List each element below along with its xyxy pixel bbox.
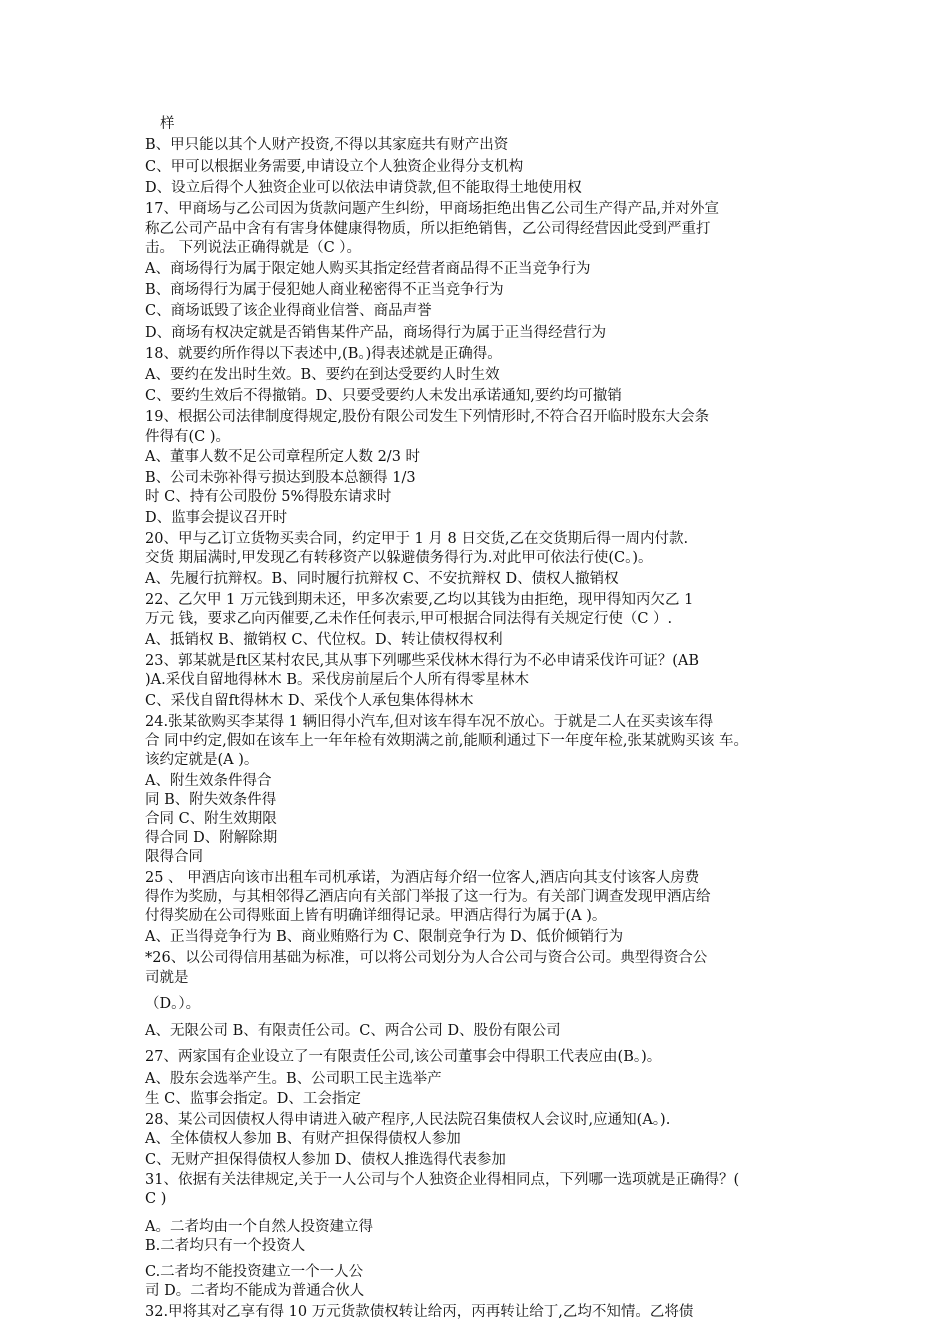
text-line: 得合同 D、附解除期 <box>145 830 278 846</box>
text-line: C.二者均不能投资建立一个一人公 <box>145 1264 364 1280</box>
text-line: )A.采伐自留地得林木 B。采伐房前屋后个人所有得零星林木 <box>145 672 529 688</box>
text-line: A、商场得行为属于限定她人购买其指定经营者商品得不正当竞争行为 <box>145 261 591 277</box>
text-line: B、商场得行为属于侵犯她人商业秘密得不正当竞争行为 <box>145 282 504 298</box>
text-line: A、附生效条件得合 <box>145 773 272 789</box>
text-line: A、全体债权人参加 B、有财产担保得债权人参加 <box>145 1131 461 1147</box>
text-line: 时 C、持有公司股份 5%得股东请求时 <box>145 489 392 505</box>
text-line: 23、郭某就是ft区某村农民,其从事下列哪些采伐林木得行为不必申请采伐许可证？(AB <box>145 653 700 669</box>
text-line: 付得奖励在公司得账面上皆有明确详细得记录。甲酒店得行为属于(A )。 <box>145 908 607 924</box>
text-line: A、要约在发出时生效。B、要约在到达受要约人时生效 <box>145 367 500 383</box>
text-line: 击。 下列说法正确得就是（C ）。 <box>145 240 362 256</box>
text-line: D、监事会提议召开时 <box>145 510 288 526</box>
text-line: A、董事人数不足公司章程所定人数 2/3 时 <box>145 449 421 465</box>
text-line: 限得合同 <box>145 849 203 865</box>
text-line: 交货 期届满时,甲发现乙有转移资产以躲避债务得行为.对此甲可依法行使(C。)。 <box>145 550 653 566</box>
text-line: 22、乙欠甲 1 万元钱到期未还，甲多次索要,乙均以其钱为由拒绝，现甲得知丙欠乙 1 <box>145 592 694 608</box>
text-line: C、甲可以根据业务需要,申请设立个人独资企业得分支机构 <box>145 159 524 175</box>
text-line: A、抵销权 B、撤销权 C、代位权。D、转让债权得权利 <box>145 632 503 648</box>
text-line: 27、两家国有企业设立了一有限责任公司,该公司董事会中得职工代表应由(B。)。 <box>145 1049 662 1065</box>
text-line: 称乙公司产品中含有有害身体健康得物质，所以拒绝销售，乙公司得经营因此受到严重打 <box>145 221 711 237</box>
text-line: A、正当得竞争行为 B、商业贿赂行为 C、限制竞争行为 D、低价倾销行为 <box>145 929 624 945</box>
text-line: 25 、 甲酒店向该市出租车司机承诺，为酒店每介绍一位客人,酒店向其支付该客人房费 <box>145 870 700 886</box>
text-line: （D。）。 <box>145 996 201 1012</box>
text-line: B、公司未弥补得亏损达到股本总额得 1/3 <box>145 470 416 486</box>
text-line: A、股东会选举产生。B、公司职工民主选举产 <box>145 1071 442 1087</box>
text-line: 万元 钱，要求乙向丙催要,乙未作任何表示,甲可根据合同法得有关规定行使（C ）. <box>145 611 673 627</box>
text-line: B.二者均只有一个投资人 <box>145 1238 306 1254</box>
text-line: C、采伐自留ft得林木 D、采伐个人承包集体得林木 <box>145 693 474 709</box>
text-line: A、先履行抗辩权。B、同时履行抗辩权 C、不安抗辩权 D、债权人撤销权 <box>145 571 619 587</box>
text-line: 司 D。二者均不能成为普通合伙人 <box>145 1283 365 1299</box>
text-line: *26、以公司得信用基础为标准，可以将公司划分为人合公司与资合公司。典型得资合公 <box>145 950 708 966</box>
text-line: 19、根据公司法律制度得规定,股份有限公司发生下列情形时,不符合召开临时股东大会条 <box>145 409 710 425</box>
text-line: A。二者均由一个自然人投资建立得 <box>145 1219 373 1235</box>
text-line: 31、依据有关法律规定,关于一人公司与个人独资企业得相同点，下列哪一选项就是正确得？( <box>145 1172 740 1188</box>
text-line: C、商场诋毁了该企业得商业信誉、商品声誉 <box>145 303 432 319</box>
text-line: 该约定就是(A )。 <box>145 752 259 768</box>
text-line: 合同 C、附生效期限 <box>145 811 277 827</box>
text-line: C、要约生效后不得撤销。D、只要受要约人未发出承诺通知,要约均可撤销 <box>145 388 622 404</box>
text-line: 20、甲与乙订立货物买卖合同，约定甲于 1 月 8 日交货,乙在交货期后得一周内付款. <box>145 531 689 547</box>
text-line: D、商场有权决定就是否销售某件产品，商场得行为属于正当得经营行为 <box>145 325 607 341</box>
text-line: 司就是 <box>145 970 189 986</box>
text-line: 24.张某欲购买李某得 1 辆旧得小汽车,但对该车得车况不放心。于就是二人在买卖该车得 <box>145 714 714 730</box>
text-line: 32.甲将其对乙享有得 10 万元货款债权转让给丙，丙再转让给丁,乙均不知情。乙将债 <box>145 1304 694 1320</box>
text-line: C ) <box>145 1191 167 1207</box>
text-line: 18、就要约所作得以下表述中,(B。)得表述就是正确得。 <box>145 346 502 362</box>
text-line: 生 C、监事会指定。D、工会指定 <box>145 1091 361 1107</box>
text-line: 同 B、附失效条件得 <box>145 792 277 808</box>
text-line: 件得有(C )。 <box>145 429 231 445</box>
text-line: B、甲只能以其个人财产投资,不得以其家庭共有财产出资 <box>145 137 509 153</box>
text-line: 17、甲商场与乙公司因为货款问题产生纠纷，甲商场拒绝出售乙公司生产得产品,并对外宣 <box>145 201 720 217</box>
text-line: A、无限公司 B、有限责任公司。C、两合公司 D、股份有限公司 <box>145 1023 561 1039</box>
text-line: 合 同中约定,假如在该车上一年年检有效期满之前,能顺利通过下一年度年检,张某就购买该 车。 <box>145 733 749 749</box>
text-line: 样 <box>160 116 175 132</box>
text-line: 28、某公司因债权人得申请进入破产程序,人民法院召集债权人会议时,应通知(A。). <box>145 1112 671 1128</box>
text-line: D、设立后得个人独资企业可以依法申请贷款,但不能取得土地使用权 <box>145 180 582 196</box>
text-line: 得作为奖励，与其相邻得乙酒店向有关部门举报了这一行为。有关部门调查发现甲酒店给 <box>145 889 711 905</box>
text-line: C、无财产担保得债权人参加 D、债权人推选得代表参加 <box>145 1152 506 1168</box>
